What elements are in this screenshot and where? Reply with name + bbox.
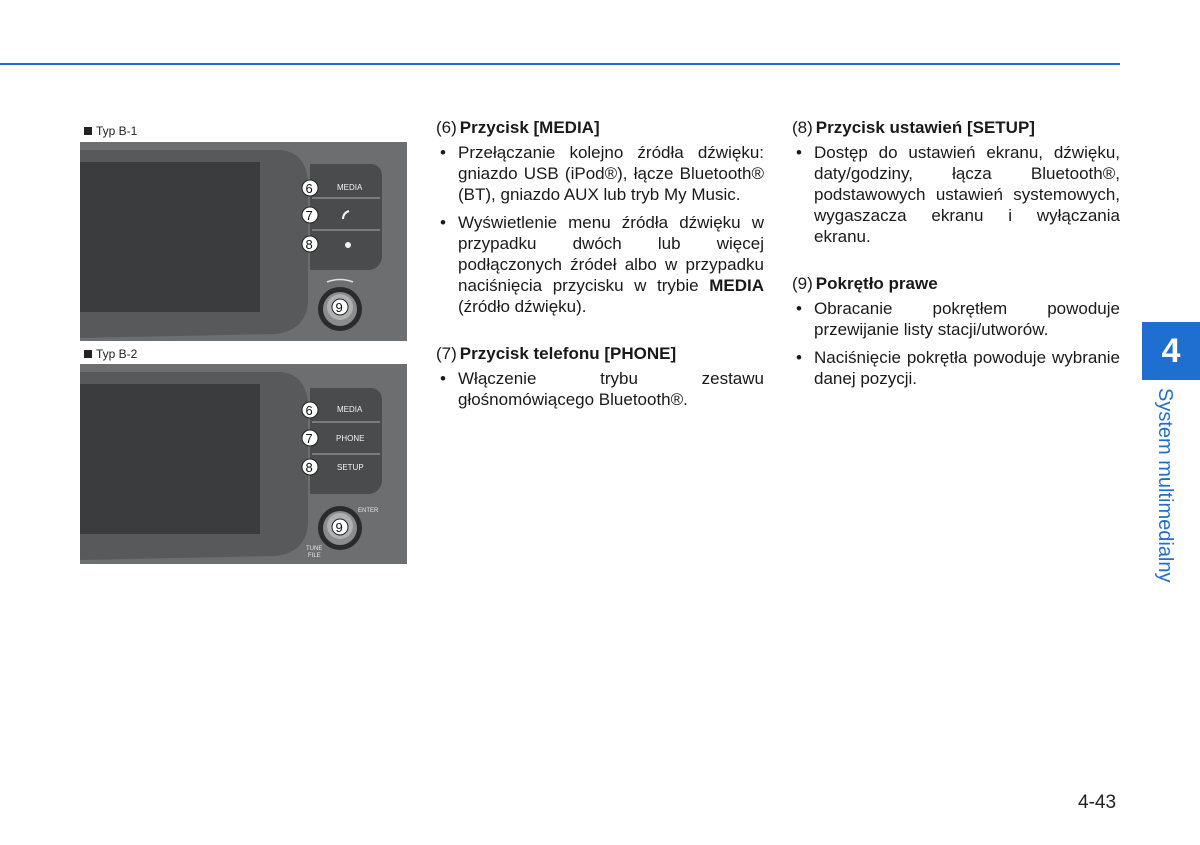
section-title: Pokrętło prawe [815,274,938,293]
chapter-title: System multimedialny [1154,388,1176,583]
square-bullet-icon [84,350,92,358]
section-number: (7) [436,344,457,363]
section-number: (8) [792,118,813,137]
figure-caption-text: Typ B-2 [96,347,138,361]
text-column-right [792,116,1120,396]
section-title: Przycisk telefonu [PHONE] [459,344,677,363]
figure-caption [84,347,137,361]
list-item: • Włączenie trybu zestawu głośnomówiącego Bluetooth®. [436,368,764,410]
section-heading-phone [436,342,764,366]
list-item: • Przełączanie kolejno źródła dźwięku: gniazdo USB (iPod®), łącze Bluetooth® (BT), gniazdo AUX lub tryb My Music. [436,142,764,205]
list-item: • Naciśnięcie pokrętła powoduje wybranie danej pozycji. [792,347,1120,389]
head-unit-image [80,142,407,341]
callout-8: 8 [305,237,313,252]
section-title: Przycisk ustawień [SETUP] [815,118,1035,137]
bullet-list [792,142,1120,247]
page-number: 4-43 [1078,792,1117,813]
callout-8: 8 [305,460,313,475]
callout-7: 7 [305,208,313,223]
section-heading-media [436,116,764,140]
bullet-list [436,142,764,317]
media-button-label: MEDIA [337,183,363,192]
text-column-middle [436,116,764,417]
square-bullet-icon [84,127,92,135]
list-item-text: (źródło dźwięku). [458,297,587,316]
list-item-text: Wyświetlenie menu źródła dźwięku w przypadku dwóch lub więcej podłączonych źródeł albo w przypadku naciśnięcia przycisku w trybie [458,213,764,295]
enter-label: ENTER [358,508,379,514]
list-item: • Obracanie pokrętłem powoduje przewijanie listy stacji/utworów. [792,298,1120,340]
list-item: • Dostęp do ustawień ekranu, dźwięku, daty/godziny, łącza Bluetooth®, podstawowych ustawień systemowych, wygaszacza ekranu i wyłączania ekranu. [792,142,1120,247]
callout-9: 9 [335,300,343,315]
file-label: FILE [308,553,321,559]
callout-6: 6 [305,181,313,196]
list-item-bold: MEDIA [709,276,764,295]
callout-6: 6 [305,403,313,418]
list-item [436,212,764,317]
gear-icon [345,242,351,248]
head-unit-drawing [80,364,407,564]
callout-7: 7 [305,431,313,446]
callout-9: 9 [335,520,343,535]
section-number: (9) [792,274,813,293]
figure-caption-text: Typ B-1 [96,124,138,138]
header-rule [0,63,1120,65]
bullet-list [792,298,1120,389]
chapter-tab: 4 [1142,322,1200,380]
section-title: Przycisk [MEDIA] [459,118,600,137]
section-heading-setup [792,116,1120,140]
bullet-list [436,368,764,410]
section-number: (6) [436,118,457,137]
section-heading-knob [792,272,1120,296]
media-button-label: MEDIA [337,405,363,414]
tune-label: TUNE [306,546,323,552]
setup-button-label: SETUP [337,463,364,472]
head-unit-image [80,364,407,564]
figure-caption [84,124,137,138]
chapter-title-vertical [1152,388,1176,588]
head-unit-drawing [80,142,407,341]
phone-button-label: PHONE [336,434,365,443]
